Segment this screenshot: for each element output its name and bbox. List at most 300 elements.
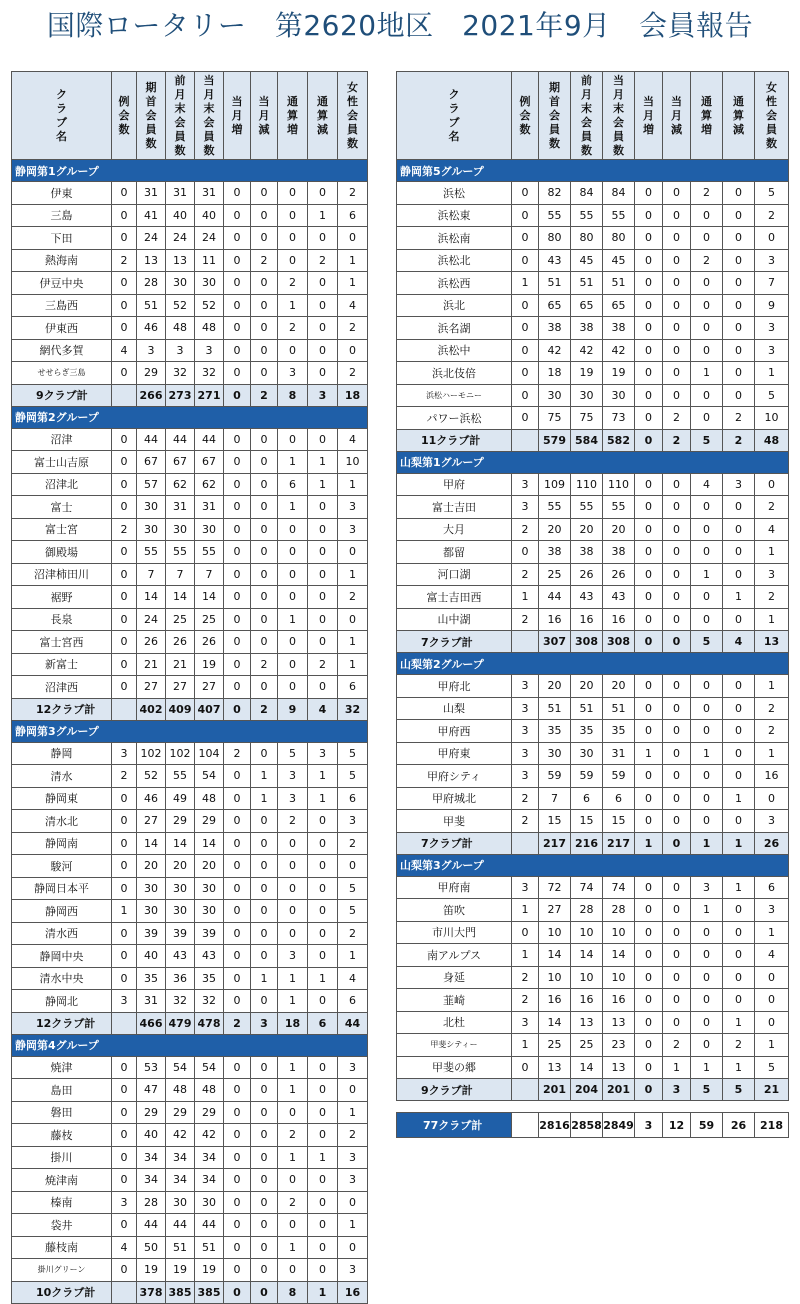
club-name: 韮崎 [397,989,512,1012]
club-row [12,855,368,878]
club-row [397,765,789,788]
club-value: 0 [338,339,368,362]
club-value: 0 [251,1259,278,1282]
group-total-value: 216 [571,832,603,854]
club-value: 0 [224,1146,251,1169]
club-value: 0 [112,810,137,833]
club-value: 55 [571,496,603,519]
club-row [12,272,368,295]
club-row [397,473,789,496]
column-header [251,72,278,160]
club-value: 0 [663,921,691,944]
group-total-value: 201 [603,1079,635,1101]
group-total-value [512,631,539,653]
club-value: 44 [195,1214,224,1237]
club-value: 16 [603,989,635,1012]
club-value: 52 [137,765,166,788]
club-value: 3 [691,876,723,899]
club-value: 0 [723,518,755,541]
club-value: 0 [224,563,251,586]
club-value: 0 [338,608,368,631]
group-total-value: 0 [224,384,251,406]
club-value: 16 [571,608,603,631]
club-value: 0 [308,877,338,900]
club-value: 84 [571,182,603,205]
club-value: 0 [278,204,308,227]
group-total-value: 4 [723,631,755,653]
club-name: 浜松南 [397,227,512,250]
club-value: 0 [308,1056,338,1079]
grand-total-row [397,1113,789,1138]
column-header-label: クラブ名 [56,87,67,143]
club-value: 3 [112,990,137,1013]
club-value: 1 [755,1034,789,1057]
club-value: 19 [571,362,603,385]
club-row [397,362,789,385]
club-value: 14 [166,832,195,855]
club-name: 下田 [12,227,112,250]
club-value: 1 [278,1079,308,1102]
club-value: 1 [338,945,368,968]
club-value: 1 [308,765,338,788]
club-value: 0 [112,428,137,451]
club-value: 31 [195,496,224,519]
club-value: 26 [571,563,603,586]
club-value: 0 [338,1079,368,1102]
club-value: 0 [663,473,691,496]
grand-total-cell: 2858 [571,1113,603,1138]
club-value: 0 [308,1169,338,1192]
club-value: 0 [224,900,251,923]
club-value: 20 [603,518,635,541]
column-header-label: 当月減 [671,94,682,136]
group-total-value: 266 [137,384,166,406]
club-value: 0 [755,227,789,250]
club-value: 40 [137,945,166,968]
club-value: 0 [635,317,663,340]
club-value: 2 [251,249,278,272]
club-name: 甲斐シティー [397,1034,512,1057]
club-value: 0 [663,563,691,586]
club-value: 30 [166,518,195,541]
club-value: 0 [663,249,691,272]
club-name: 伊東 [12,182,112,205]
column-header [635,72,663,160]
club-value: 7 [137,563,166,586]
club-value: 2 [278,1191,308,1214]
club-value: 25 [539,563,571,586]
club-value: 0 [251,428,278,451]
column-header-label: 通算増 [701,94,712,136]
club-value: 30 [195,877,224,900]
club-value: 16 [603,608,635,631]
club-value: 0 [691,989,723,1012]
club-value: 32 [166,990,195,1013]
club-value: 0 [278,676,308,699]
club-value: 29 [195,1101,224,1124]
club-value: 20 [539,675,571,698]
club-row [12,227,368,250]
column-header-label: 通算減 [317,94,328,136]
club-value: 0 [251,1236,278,1259]
club-value: 34 [166,1169,195,1192]
group-total-value: 0 [663,832,691,854]
club-value: 0 [224,653,251,676]
club-value: 0 [251,922,278,945]
grand-total-label: 77クラブ計 [397,1113,512,1138]
club-value: 0 [224,945,251,968]
club-value: 0 [663,899,691,922]
club-value: 0 [635,966,663,989]
club-value: 59 [571,765,603,788]
club-value: 0 [251,182,278,205]
group-total-label: 12クラブ計 [12,1012,112,1034]
club-value: 110 [571,473,603,496]
club-name: 清水北 [12,810,112,833]
group-total-row [397,429,789,451]
club-value: 0 [251,362,278,385]
club-value: 43 [539,249,571,272]
group-total-value: 13 [755,631,789,653]
club-value: 0 [112,451,137,474]
club-row [12,1079,368,1102]
club-value: 0 [512,407,539,430]
club-value: 2 [755,720,789,743]
club-value: 5 [278,742,308,765]
group-total-value: 204 [571,1079,603,1101]
club-value: 1 [691,362,723,385]
club-value: 14 [137,832,166,855]
club-value: 0 [251,1169,278,1192]
club-row [397,966,789,989]
club-value: 0 [251,541,278,564]
club-value: 44 [137,428,166,451]
group-total-value: 582 [603,429,635,451]
club-value: 0 [308,608,338,631]
club-name: 清水 [12,765,112,788]
club-value: 1 [755,362,789,385]
group-total-label: 10クラブ計 [12,1281,112,1303]
club-value: 0 [112,1101,137,1124]
club-value: 3 [278,945,308,968]
club-value: 1 [723,876,755,899]
club-value: 0 [723,697,755,720]
column-header-label: 当月末会員数 [613,73,624,157]
club-value: 20 [571,518,603,541]
club-value: 0 [308,1214,338,1237]
club-value: 51 [195,1236,224,1259]
club-value: 1 [512,1034,539,1057]
club-value: 0 [723,966,755,989]
club-value: 0 [635,249,663,272]
club-value: 1 [278,496,308,519]
club-value: 29 [137,1101,166,1124]
group-total-value: 21 [755,1079,789,1101]
club-value: 0 [512,227,539,250]
club-value: 5 [338,900,368,923]
club-value: 45 [603,249,635,272]
club-name: 浜名湖 [397,317,512,340]
club-row [397,1056,789,1079]
club-value: 31 [195,182,224,205]
club-value: 27 [195,676,224,699]
group-total-label: 7クラブ計 [397,631,512,653]
club-value: 0 [278,518,308,541]
group-total-value: 5 [691,631,723,653]
club-value: 1 [635,742,663,765]
club-value: 3 [512,473,539,496]
club-name: 静岡北 [12,990,112,1013]
club-value: 0 [338,1236,368,1259]
club-value: 42 [571,339,603,362]
club-value: 80 [603,227,635,250]
club-value: 32 [166,362,195,385]
club-value: 0 [663,765,691,788]
club-value: 0 [663,294,691,317]
club-name: 甲府北 [397,675,512,698]
club-value: 0 [755,1011,789,1034]
club-value: 0 [251,473,278,496]
club-value: 13 [571,1011,603,1034]
club-row [397,989,789,1012]
club-row [12,1191,368,1214]
club-value: 0 [723,720,755,743]
club-value: 0 [308,676,338,699]
club-value: 0 [512,362,539,385]
group-total-row [397,832,789,854]
club-value: 0 [278,227,308,250]
club-value: 0 [308,227,338,250]
club-value: 1 [512,899,539,922]
club-value: 3 [755,249,789,272]
club-value: 1 [338,631,368,654]
club-value: 0 [278,1169,308,1192]
club-value: 30 [539,742,571,765]
club-value: 16 [755,765,789,788]
club-value: 0 [512,921,539,944]
club-value: 0 [338,1191,368,1214]
club-value: 1 [723,586,755,609]
club-row [12,473,368,496]
club-value: 65 [571,294,603,317]
club-value: 4 [755,944,789,967]
club-value: 30 [137,900,166,923]
club-row [12,742,368,765]
club-value: 75 [571,407,603,430]
club-value: 51 [571,272,603,295]
club-value: 38 [539,541,571,564]
club-value: 28 [137,1191,166,1214]
club-value: 0 [723,249,755,272]
club-value: 0 [723,899,755,922]
club-value: 0 [635,227,663,250]
column-header-label: 女性会員数 [766,80,777,150]
club-value: 39 [137,922,166,945]
column-header-label: 女性会員数 [347,80,358,150]
club-value: 50 [137,1236,166,1259]
column-header [723,72,755,160]
club-name: 御殿場 [12,541,112,564]
club-value: 1 [755,921,789,944]
group-total-value: 2 [251,384,278,406]
club-value: 47 [137,1079,166,1102]
group-header-row [12,406,368,428]
club-value: 0 [224,967,251,990]
club-row [397,810,789,833]
club-value: 2 [512,518,539,541]
club-value: 1 [512,944,539,967]
column-header [603,72,635,160]
club-name: 浜松中 [397,339,512,362]
club-value: 0 [308,990,338,1013]
club-value: 15 [571,810,603,833]
club-value: 25 [539,1034,571,1057]
club-value: 7 [755,272,789,295]
club-value: 72 [539,876,571,899]
club-value: 27 [539,899,571,922]
group-total-value: 9 [278,698,308,720]
group-header-row [397,653,789,675]
club-value: 3 [338,1056,368,1079]
club-value: 51 [571,697,603,720]
club-name: 島田 [12,1079,112,1102]
club-value: 0 [755,966,789,989]
club-value: 0 [723,765,755,788]
club-value: 109 [539,473,571,496]
club-value: 1 [278,967,308,990]
club-value: 20 [539,518,571,541]
column-header-label: 前月末会員数 [174,73,186,157]
grand-total-cell [512,1113,539,1138]
club-value: 0 [112,967,137,990]
club-name: 浜松北 [397,249,512,272]
club-name: 富士 [12,496,112,519]
club-value: 27 [137,676,166,699]
club-name: 裾野 [12,586,112,609]
club-row [397,384,789,407]
club-row [12,990,368,1013]
club-value: 2 [512,966,539,989]
group-total-value: 3 [251,1012,278,1034]
club-name: 沼津北 [12,473,112,496]
club-value: 30 [571,384,603,407]
club-row [12,1169,368,1192]
club-value: 0 [308,945,338,968]
club-value: 26 [195,631,224,654]
group-total-value: 307 [539,631,571,653]
club-value: 3 [137,339,166,362]
club-value: 0 [635,1034,663,1057]
club-value: 32 [195,362,224,385]
club-row [397,675,789,698]
club-value: 0 [251,1214,278,1237]
club-value: 0 [308,810,338,833]
club-row [397,294,789,317]
column-header-label: 期首会員数 [145,80,157,150]
group-total-label: 11クラブ計 [397,429,512,451]
group-total-value: 2 [663,429,691,451]
club-value: 0 [635,989,663,1012]
club-name: 都留 [397,541,512,564]
club-value: 0 [112,1056,137,1079]
club-value: 0 [663,227,691,250]
group-name: 山梨第2グループ [397,653,789,675]
club-value: 3 [512,876,539,899]
club-value: 0 [691,765,723,788]
club-value: 34 [166,1146,195,1169]
club-value: 0 [308,294,338,317]
club-value: 2 [723,407,755,430]
club-value: 14 [539,944,571,967]
club-value: 0 [635,675,663,698]
club-value: 1 [278,990,308,1013]
club-value: 49 [166,787,195,810]
club-value: 0 [112,608,137,631]
club-row [12,518,368,541]
club-value: 0 [224,428,251,451]
column-header-label: 当月増 [231,94,243,136]
club-value: 0 [308,1236,338,1259]
club-value: 4 [338,428,368,451]
club-value: 2 [338,182,368,205]
club-value: 0 [635,765,663,788]
club-name: 甲府シティ [397,765,512,788]
club-row [397,496,789,519]
club-value: 1 [278,294,308,317]
club-value: 10 [603,966,635,989]
club-value: 39 [166,922,195,945]
group-header-row [397,160,789,182]
club-value: 0 [251,451,278,474]
club-value: 6 [338,787,368,810]
club-value: 0 [224,518,251,541]
club-value: 48 [195,1079,224,1102]
club-value: 0 [691,518,723,541]
club-name: 伊豆中央 [12,272,112,295]
column-header-label: 当月末会員数 [203,73,215,157]
club-value: 53 [137,1056,166,1079]
club-value: 2 [278,317,308,340]
club-value: 30 [166,1191,195,1214]
column-header-label: クラブ名 [448,87,460,143]
club-value: 0 [224,541,251,564]
grand-total-cell: 218 [755,1113,789,1138]
group-total-value: 5 [691,1079,723,1101]
group-total-value: 0 [635,429,663,451]
club-value: 38 [603,541,635,564]
group-total-value: 48 [755,429,789,451]
club-name: 焼津 [12,1056,112,1079]
club-value: 65 [539,294,571,317]
group-total-row [12,1281,368,1303]
club-value: 3 [278,765,308,788]
club-value: 9 [755,294,789,317]
club-row [12,563,368,586]
club-row [397,407,789,430]
club-name: 甲府城北 [397,787,512,810]
club-value: 55 [166,765,195,788]
club-value: 0 [278,428,308,451]
club-value: 0 [224,608,251,631]
group-name: 静岡第4グループ [12,1034,368,1056]
club-value: 0 [635,541,663,564]
club-row [12,204,368,227]
club-row [12,765,368,788]
club-value: 43 [571,586,603,609]
club-value: 0 [278,631,308,654]
club-value: 3 [112,742,137,765]
club-value: 0 [308,922,338,945]
